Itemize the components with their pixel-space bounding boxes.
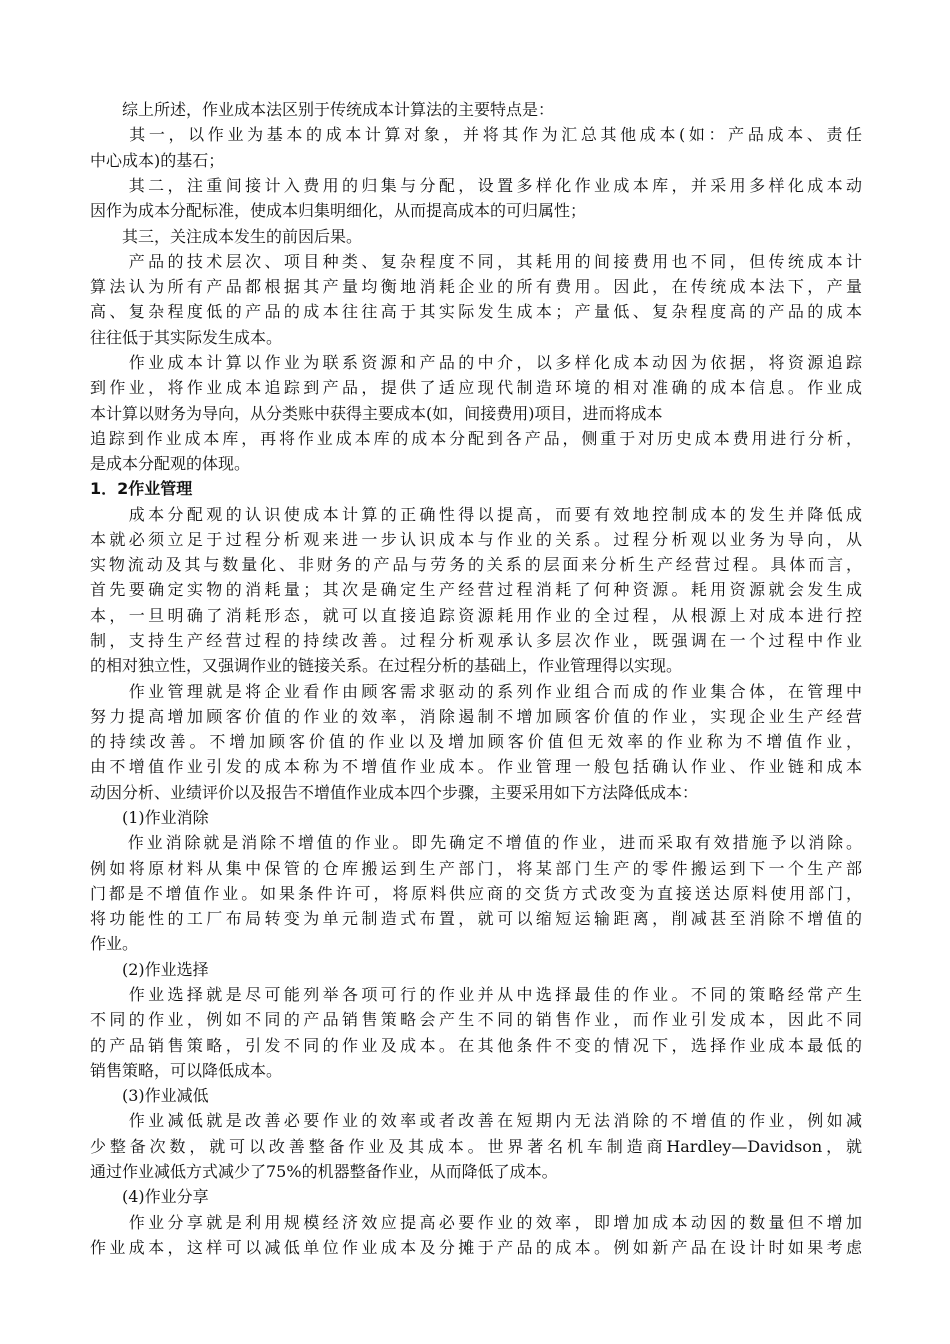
text-line: 的产品销售策略，引发不同的作业及成本。在其他条件不变的情况下，选择作业成本最低的 xyxy=(90,1036,862,1055)
text-line: 作业成本计算以作业为联系资源和产品的中介，以多样化成本动因为依据，将资源追踪 xyxy=(90,353,862,372)
text-line: 销售策略，可以降低成本。 xyxy=(90,1061,283,1080)
text-line: 其二，注重间接计入费用的归集与分配，设置多样化作业成本库，并采用多样化成本动 xyxy=(90,176,862,195)
subsection-label: (2)作业选择 xyxy=(90,960,209,979)
text-line: 高、复杂程度低的产品的成本往往高于其实际发生成本；产量低、复杂程度高的产品的成本 xyxy=(90,302,862,321)
text-line: 通过作业减低方式减少了75%的机器整备作业，从而降低了成本。 xyxy=(90,1162,558,1181)
text-line: 作业消除就是消除不增值的作业。即先确定不增值的作业，进而采取有效措施予以消除。 xyxy=(90,833,862,852)
text-line: 将功能性的工厂布局转变为单元制造式布置，就可以缩短运输距离，削减甚至消除不增值的 xyxy=(90,909,862,928)
text-line: 追踪到作业成本库，再将作业成本库的成本分配到各产品，侧重于对历史成本费用进行分析， xyxy=(90,429,862,448)
text-line: 综上所述，作业成本法区别于传统成本计算法的主要特点是： xyxy=(90,100,555,119)
text-line: 产品的技术层次、项目种类、复杂程度不同，其耗用的间接费用也不同，但传统成本计 xyxy=(90,252,862,271)
text-line: 本计算以财务为导向，从分类账中获得主要成本(如，间接费用)项目，进而将成本 xyxy=(90,404,663,423)
text-line: 例如将原材料从集中保管的仓库搬运到生产部门，将某部门生产的零件搬运到下一个生产部 xyxy=(90,859,862,878)
text-line: 其三，关注成本发生的前因后果。 xyxy=(90,227,363,246)
text-line: 中心成本)的基石； xyxy=(90,151,225,170)
text-line: 少整备次数，就可以改善整备作业及其成本。世界著名机车制造商Hardley—Davidson，就 xyxy=(90,1137,862,1156)
text-line: 成本分配观的认识使成本计算的正确性得以提高，而要有效地控制成本的发生并降低成 xyxy=(90,505,862,524)
section-heading: 1．2作业管理 xyxy=(90,479,193,498)
text-line: 是成本分配观的体现。 xyxy=(90,454,251,473)
text-line: 作业。 xyxy=(90,934,139,953)
text-line: 因作为成本分配标准，使成本归集明细化，从而提高成本的可归属性； xyxy=(90,201,587,220)
text-line: 作业减低就是改善必要作业的效率或者改善在短期内无法消除的不增值的作业，例如减 xyxy=(90,1111,862,1130)
text-line: 作业管理就是将企业看作由顾客需求驱动的系列作业组合而成的作业集合体，在管理中 xyxy=(90,682,862,701)
text-line: 动因分析、业绩评价以及报告不增值作业成本四个步骤，主要采用如下方法降低成本： xyxy=(90,783,699,802)
text-line: 本，一旦明确了消耗形态，就可以直接追踪资源耗用作业的全过程，从根源上对成本进行控 xyxy=(90,606,862,625)
text-line: 作业分享就是利用规模经济效应提高必要作业的效率，即增加成本动因的数量但不增加 xyxy=(90,1213,862,1232)
subsection-label: (4)作业分享 xyxy=(90,1187,209,1206)
text-line: 努力提高增加顾客价值的作业的效率，消除遏制不增加顾客价值的作业，实现企业生产经营 xyxy=(90,707,862,726)
text-line: 到作业，将作业成本追踪到产品，提供了适应现代制造环境的相对准确的成本信息。作业成 xyxy=(90,378,862,397)
text-line: 由不增值作业引发的成本称为不增值作业成本。作业管理一般包括确认作业、作业链和成本 xyxy=(90,757,862,776)
text-line: 算法认为所有产品都根据其产量均衡地消耗企业的所有费用。因此，在传统成本法下，产量 xyxy=(90,277,862,296)
text-line: 门都是不增值作业。如果条件许可，将原料供应商的交货方式改变为直接送达原料使用部门， xyxy=(90,884,862,903)
text-line: 的持续改善。不增加顾客价值的作业以及增加顾客价值但无效率的作业称为不增值作业， xyxy=(90,732,862,751)
text-line: 往往低于其实际发生成本。 xyxy=(90,328,283,347)
text-line: 实物流动及其与数量化、非财务的产品与劳务的关系的层面来分析生产经营过程。具体而言， xyxy=(90,555,862,574)
subsection-label: (1)作业消除 xyxy=(90,808,209,827)
text-line: 制，支持生产经营过程的持续改善。过程分析观承认多层次作业，既强调在一个过程中作业 xyxy=(90,631,862,650)
text-line: 不同的作业，例如不同的产品销售策略会产生不同的销售作业，而作业引发成本，因此不同 xyxy=(90,1010,862,1029)
text-line: 首先要确定实物的消耗量；其次是确定生产经营过程消耗了何种资源。耗用资源就会发生成 xyxy=(90,580,862,599)
text-line: 其一，以作业为基本的成本计算对象，并将其作为汇总其他成本(如：产品成本、责任 xyxy=(90,125,862,144)
text-line: 作业成本，这样可以减低单位作业成本及分摊于产品的成本。例如新产品在设计时如果考虑 xyxy=(90,1238,862,1257)
subsection-label: (3)作业减低 xyxy=(90,1086,209,1105)
text-line: 本就必须立足于过程分析观来进一步认识成本与作业的关系。过程分析观以业务为导向，从 xyxy=(90,530,862,549)
text-line: 作业选择就是尽可能列举各项可行的作业并从中选择最佳的作业。不同的策略经常产生 xyxy=(90,985,862,1004)
text-line: 的相对独立性，又强调作业的链接关系。在过程分析的基础上，作业管理得以实现。 xyxy=(90,656,683,675)
